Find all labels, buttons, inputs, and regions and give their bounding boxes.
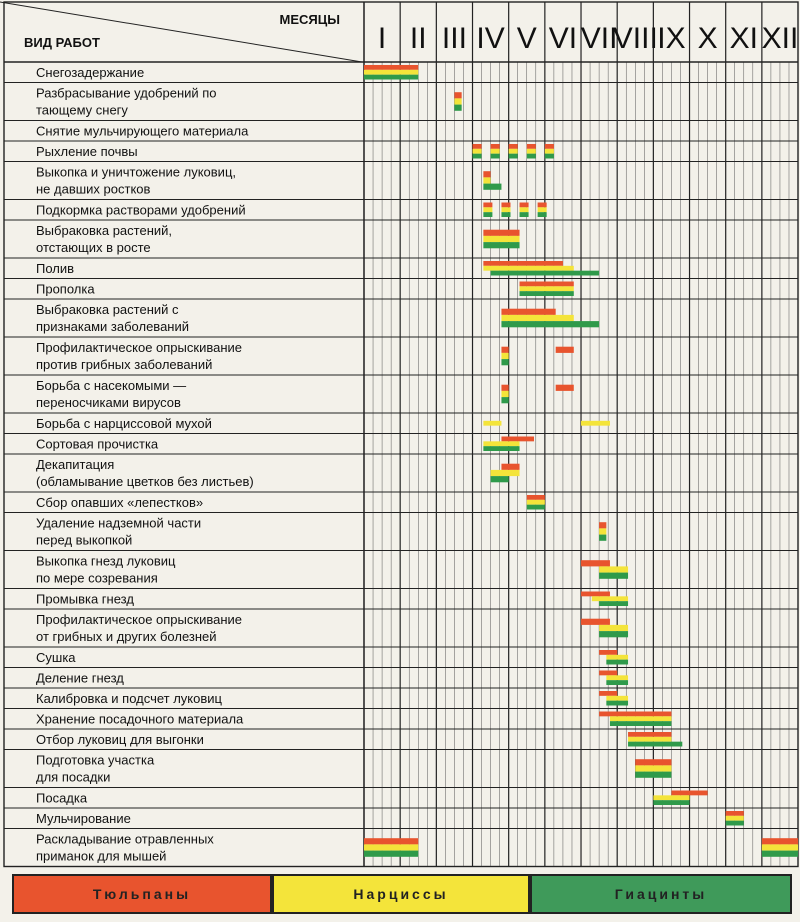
month-label-10: X — [697, 22, 718, 55]
work-bar-segment — [545, 149, 554, 154]
work-bar — [483, 242, 519, 248]
legend-label: Тюльпаны — [92, 886, 192, 902]
work-bar-segment — [483, 207, 492, 212]
month-label-1: I — [377, 22, 387, 55]
work-bar — [483, 184, 501, 190]
month-label-9: IX — [657, 22, 686, 55]
task-label: приманок для мышей — [36, 848, 167, 864]
work-bar — [364, 70, 418, 75]
work-bar — [599, 671, 617, 676]
work-bar — [726, 811, 744, 816]
task-label: для посадки — [36, 769, 111, 785]
work-bar — [599, 522, 606, 528]
work-bar — [599, 528, 606, 534]
work-bar — [606, 660, 628, 665]
task-label: Снегозадержание — [36, 65, 145, 80]
task-label: Прополка — [36, 281, 95, 297]
task-row — [36, 261, 74, 276]
work-bar — [483, 266, 573, 271]
task-row — [36, 671, 124, 686]
work-bar — [501, 464, 519, 470]
task-label: против грибных заболеваний — [36, 357, 213, 372]
work-bar — [581, 619, 610, 625]
task-row — [36, 144, 138, 159]
task-label: Подготовка участка — [36, 752, 155, 768]
work-bar — [483, 261, 563, 266]
task-label: от грибных и других болезней — [36, 629, 217, 644]
work-bar — [628, 742, 682, 747]
task-label: (обламывание цветков без листьев) — [36, 474, 254, 489]
work-bar — [454, 92, 461, 98]
month-label-12: XII — [761, 22, 799, 55]
work-bar — [606, 675, 628, 680]
work-bar — [610, 721, 671, 726]
work-bar — [491, 470, 520, 476]
work-bar-segment — [527, 144, 536, 149]
work-bar — [501, 347, 508, 353]
task-label: Промывка гнезд — [36, 591, 134, 607]
task-label: Удаление надземной части — [36, 515, 202, 531]
task-row — [36, 592, 134, 607]
work-bar — [599, 535, 606, 541]
task-label: Профилактическое опрыскивание — [36, 612, 242, 627]
work-bar — [454, 98, 461, 104]
work-bar — [520, 286, 574, 291]
task-label: Сортовая прочистка — [36, 436, 159, 452]
work-bar — [491, 476, 509, 482]
work-bar-segment — [527, 154, 536, 159]
work-bar-segment — [491, 154, 500, 159]
work-bar — [364, 851, 418, 857]
work-bar — [520, 291, 574, 296]
work-bar — [501, 353, 508, 359]
work-bar — [671, 791, 707, 796]
work-bar — [581, 592, 610, 597]
task-row — [36, 732, 204, 747]
work-bar — [483, 177, 490, 183]
work-bar — [501, 397, 508, 403]
work-bar — [726, 816, 744, 821]
work-bar — [599, 691, 617, 696]
work-bar-segment — [545, 154, 554, 159]
work-bar — [491, 271, 600, 276]
work-bar — [501, 359, 508, 365]
work-bar-segment — [501, 207, 510, 212]
work-bar — [599, 601, 628, 606]
work-bar — [556, 385, 574, 391]
task-row — [36, 203, 246, 218]
legend-narcissi — [272, 874, 530, 914]
work-bar-segment — [491, 149, 500, 154]
task-label: Разбрасывание удобрений по — [36, 85, 217, 101]
task-label: Декапитация — [36, 457, 115, 472]
work-bar — [592, 596, 628, 601]
work-bar-segment — [501, 203, 510, 208]
work-bar — [599, 631, 628, 637]
work-bar — [556, 347, 574, 353]
work-bar — [599, 625, 628, 631]
task-label: Хранение посадочного материала — [36, 711, 244, 727]
task-label: Борьба с нарциссовой мухой — [36, 416, 212, 431]
task-label: Сбор опавших «лепестков» — [36, 495, 204, 510]
work-bar — [762, 844, 798, 850]
task-label: Рыхление почвы — [36, 144, 138, 159]
work-bar-segment — [483, 203, 492, 208]
task-row — [36, 791, 88, 806]
task-label: Выбраковка растений с — [36, 302, 179, 317]
month-label-8: VIII — [612, 22, 658, 55]
work-bar — [501, 391, 508, 397]
work-bar — [364, 75, 418, 80]
work-bar — [628, 737, 671, 742]
task-label: Выбраковка растений, — [36, 223, 173, 238]
work-bar — [454, 105, 461, 111]
task-label: Профилактическое опрыскивание — [36, 340, 242, 355]
task-label: Снятие мульчирующего материала — [36, 123, 249, 139]
work-bar — [364, 838, 418, 844]
work-bar-segment — [509, 144, 518, 149]
work-bar — [599, 566, 628, 572]
task-label: Раскладывание отравленных — [36, 831, 214, 847]
month-label-5: V — [516, 22, 537, 55]
work-bar — [527, 500, 545, 505]
work-bar — [599, 712, 671, 717]
task-label: по мере созревания — [36, 570, 158, 586]
work-bar-segment — [483, 212, 492, 217]
work-bar-segment — [491, 144, 500, 149]
work-bar — [483, 230, 519, 236]
work-bar — [483, 236, 519, 242]
month-label-3: III — [441, 22, 467, 55]
month-label-2: II — [409, 22, 427, 55]
work-bar-segment — [527, 149, 536, 154]
work-bar — [364, 844, 418, 850]
task-label: Выкопка гнезд луковиц — [36, 553, 176, 569]
legend-tulips — [12, 874, 272, 914]
month-label-7: VII — [580, 22, 618, 55]
task-label: не давших ростков — [36, 181, 151, 197]
work-bar-segment — [509, 154, 518, 159]
task-row — [36, 282, 95, 297]
task-label: перед выкопкой — [36, 532, 133, 548]
work-bar — [483, 441, 519, 446]
work-bar — [520, 282, 574, 287]
work-bar — [653, 795, 689, 800]
task-row — [36, 416, 212, 431]
work-bar — [762, 838, 798, 844]
task-row — [36, 495, 203, 510]
work-bar — [501, 437, 534, 442]
month-label-6: VI — [548, 22, 578, 55]
work-bar — [483, 446, 519, 451]
work-bar — [606, 701, 628, 706]
work-bar — [483, 421, 501, 426]
task-row — [36, 437, 159, 452]
work-bar — [581, 421, 610, 426]
month-label-4: IV — [476, 22, 505, 55]
task-row — [36, 124, 249, 139]
work-bar — [606, 696, 628, 701]
work-bar — [628, 732, 671, 737]
task-label: признаками заболеваний — [36, 319, 190, 334]
task-label: Борьба с насекомыми — — [36, 378, 187, 393]
task-label: отстающих в росте — [36, 240, 151, 255]
task-label: Подкормка растворами удобрений — [36, 202, 246, 218]
work-bar-segment — [473, 149, 482, 154]
work-bar — [501, 315, 573, 321]
work-bar — [726, 821, 744, 826]
month-label-11: XI — [729, 22, 758, 55]
task-row — [36, 650, 76, 665]
task-label: Деление гнезд — [36, 670, 124, 686]
work-bar-segment — [538, 203, 547, 208]
work-bar — [610, 716, 671, 721]
work-bar-segment — [545, 144, 554, 149]
work-bar-segment — [520, 203, 529, 208]
work-bar — [599, 573, 628, 579]
works-header-label: ВИД РАБОТ — [24, 35, 100, 50]
task-row — [36, 811, 131, 826]
work-bar — [635, 772, 671, 778]
months-header-label: МЕСЯЦЫ — [279, 12, 340, 27]
work-bar-segment — [473, 144, 482, 149]
task-row — [36, 65, 144, 80]
work-bar — [501, 321, 599, 327]
work-bar — [364, 65, 418, 70]
task-label: Выкопка и уничтожение луковиц, — [36, 164, 236, 180]
work-bar — [606, 655, 628, 660]
legend-label: Гиацинты — [614, 886, 708, 902]
work-bar — [483, 171, 490, 177]
work-bar — [581, 560, 610, 566]
task-row — [36, 691, 223, 706]
work-bar — [527, 495, 545, 500]
task-label: Посадка — [36, 790, 88, 806]
work-bar — [635, 765, 671, 771]
work-bar-segment — [538, 212, 547, 217]
work-bar-segment — [509, 149, 518, 154]
task-label: Полив — [36, 261, 75, 276]
work-bar — [653, 800, 689, 805]
work-bar — [501, 309, 555, 315]
work-bar-segment — [520, 212, 529, 217]
work-bar-segment — [501, 212, 510, 217]
task-label: Мульчирование — [36, 811, 131, 826]
work-bar — [635, 759, 671, 765]
legend-hyacinths — [530, 874, 792, 914]
work-bar — [501, 385, 508, 391]
work-bar-segment — [473, 154, 482, 159]
work-bar-segment — [538, 207, 547, 212]
work-bar-segment — [520, 207, 529, 212]
task-label: Отбор луковиц для выгонки — [36, 732, 204, 747]
work-bar — [527, 505, 545, 510]
work-bar — [599, 650, 617, 655]
task-label: Калибровка и подсчет луковиц — [36, 691, 222, 706]
task-row — [36, 712, 244, 727]
work-bar — [606, 680, 628, 685]
task-label: Сушка — [36, 650, 76, 665]
task-label: переносчиками вирусов — [36, 395, 181, 410]
task-label: тающему снегу — [36, 102, 128, 118]
legend-label: Нарциссы — [353, 886, 449, 902]
work-bar — [762, 851, 798, 857]
